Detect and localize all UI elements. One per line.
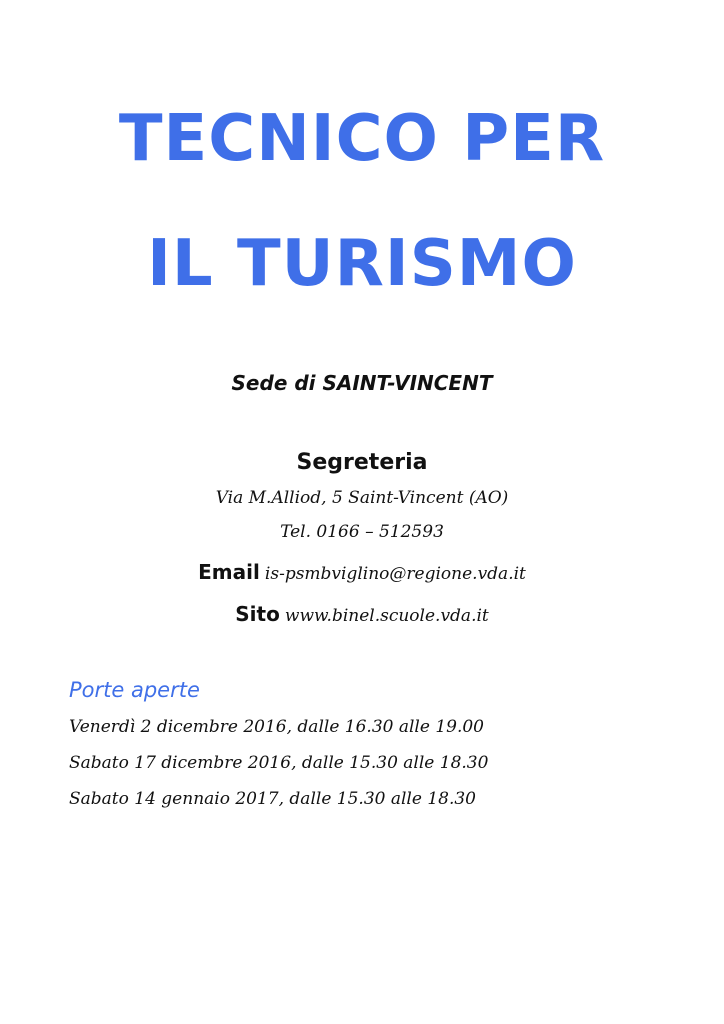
sede-heading: Sede di SAINT-VINCENT bbox=[231, 371, 493, 395]
address-text: Via M.Alliod, 5 Saint-Vincent (AO) bbox=[215, 488, 509, 508]
site-line bbox=[0, 602, 724, 626]
email-label: Email bbox=[198, 560, 260, 584]
open-day-date: Sabato 17 dicembre 2016, dalle 15.30 alle 18.30 bbox=[69, 753, 489, 773]
site-label: Sito bbox=[235, 602, 280, 626]
email-value: is-psmbviglino@regione.vda.it bbox=[264, 564, 526, 584]
title-line-1: TECNICO PER bbox=[118, 102, 606, 176]
phone-text: Tel. 0166 – 512593 bbox=[280, 522, 444, 542]
email-line bbox=[0, 560, 724, 584]
site-value: www.binel.scuole.vda.it bbox=[284, 606, 489, 626]
open-day-date: Sabato 14 gennaio 2017, dalle 15.30 alle 18.30 bbox=[69, 789, 476, 809]
segreteria-heading: Segreteria bbox=[296, 450, 428, 475]
porte-aperte-heading: Porte aperte bbox=[69, 678, 200, 702]
title-line-2: IL TURISMO bbox=[147, 227, 577, 301]
open-day-date: Venerdì 2 dicembre 2016, dalle 16.30 alle 19.00 bbox=[69, 717, 484, 737]
